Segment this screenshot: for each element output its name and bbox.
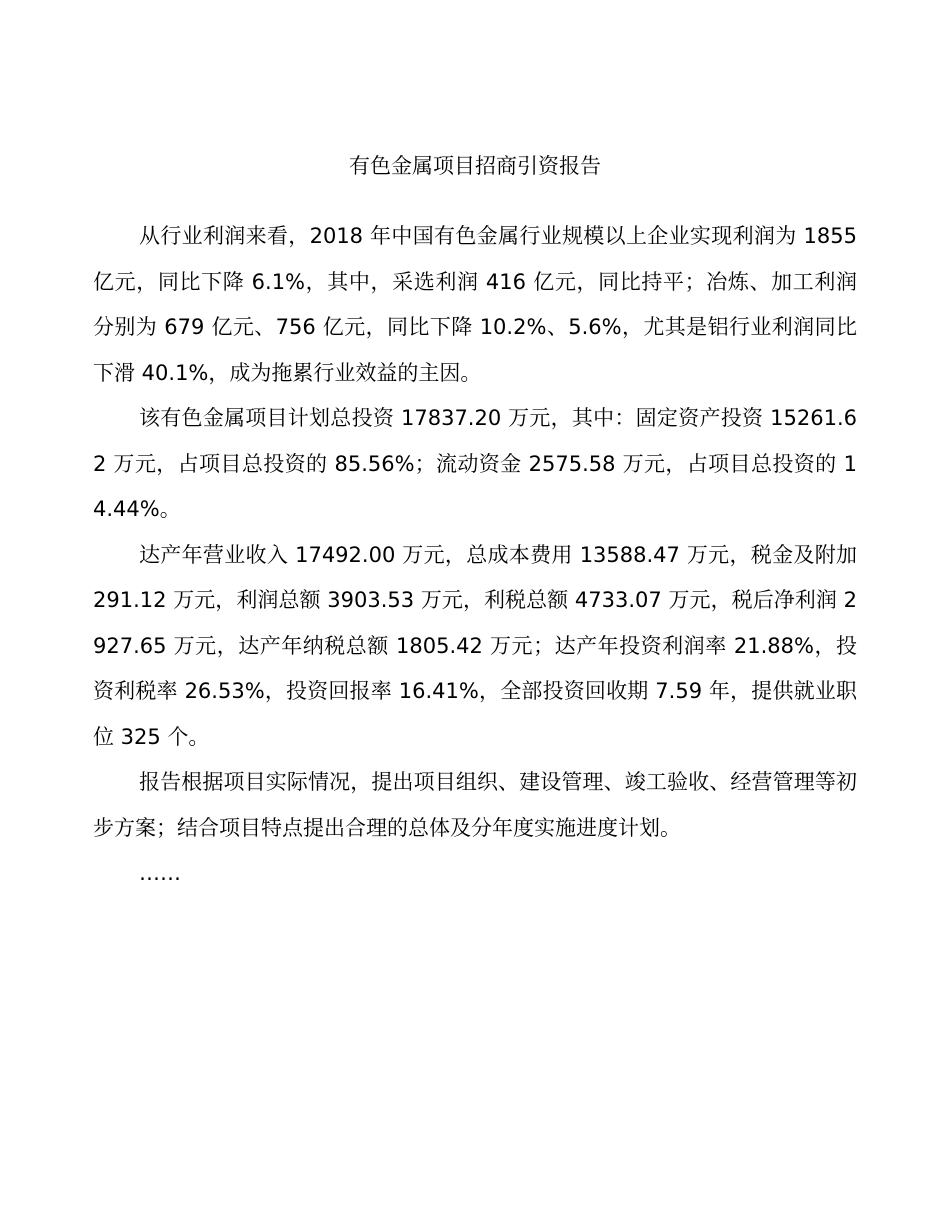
paragraph-investment: 该有色金属项目计划总投资 17837.20 万元，其中：固定资产投资 15261.62 万元，占项目总投资的 85.56%；流动资金 2575.58 万元，占项目总投资的 14.44%。 (93, 406, 857, 521)
paragraph-industry-profit: 从行业利润来看，2018 年中国有色金属行业规模以上企业实现利润为 1855 亿元，同比下降 6.1%，其中，采选利润 416 亿元，同比持平；冶炼、加工利润分别为 679 亿元、756 亿元，同比下降 10.2%、5.6%，尤其是铝行业利润同比下滑 40.1%，成为拖累行业效益的主因。 (93, 224, 857, 385)
ellipsis-text: …… (139, 861, 181, 885)
paragraph-plan: 报告根据项目实际情况，提出项目组织、建设管理、竣工验收、经营管理等初步方案；结合项目特点提出合理的总体及分年度实施进度计划。 (93, 770, 857, 840)
document-title: 有色金属项目招商引资报告 (349, 154, 601, 178)
document-page (93, 146, 857, 897)
paragraph-revenue: 达产年营业收入 17492.00 万元，总成本费用 13588.47 万元，税金及附加 291.12 万元，利润总额 3903.53 万元，利税总额 4733.07 万元，税后净利润 2927.65 万元，达产年纳税总额 1805.42 万元；达产年投资利润率 21.88%，投资利税率 26.53%，投资回报率 16.41%，全部投资回收期 7.59 年，提供就业职位 325 个。 (93, 542, 857, 749)
